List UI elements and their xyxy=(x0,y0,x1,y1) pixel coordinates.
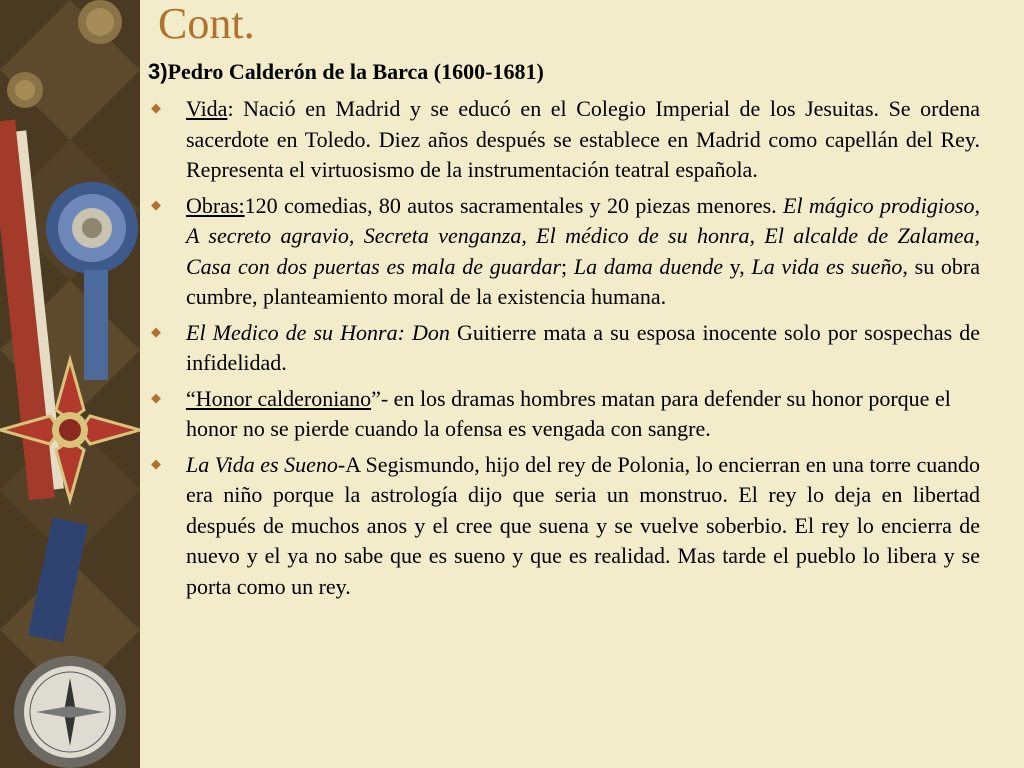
works-list: El mágico prodigioso, A secreto agravio, Secreta venganza, El médico de su honra, El alcalde de Zalamea, Casa con dos puertas es mala de guardar xyxy=(186,192,981,279)
bullet-text: -A Segismundo, hijo del rey de Polonia, lo encierran en una torre cuando era niño porque la astrología dijo que seria un monstruo. El rey lo deja en libertad después de muchos anos y el cree que suena y se vuelve soberbio. El rey lo encierra de nuevo y el ya no sabe que es sueno y que es realidad. Mas tarde el pueblo lo libera y se porta como un rey. xyxy=(186,451,980,599)
work-title: La dama duende xyxy=(573,253,723,279)
bullet-vida-sueno xyxy=(148,450,980,603)
medals-illustration xyxy=(0,0,140,768)
subtitle-number: 3) xyxy=(148,59,168,84)
separator: ; xyxy=(561,253,574,279)
work-title: El Medico de su Honra: Don xyxy=(186,319,450,345)
bullet-list xyxy=(148,94,980,607)
diamond-bullet-icon: ◆ xyxy=(151,390,161,406)
slide-title: Cont. xyxy=(158,0,255,48)
work-title: La vida es sueño xyxy=(751,253,903,279)
bullet-text-end: , su obra cumbre, planteamiento moral de la existencia humana. xyxy=(186,253,980,309)
bullet-label: “Honor calderoniano xyxy=(186,385,372,411)
separator: y, xyxy=(722,253,752,279)
bullet-label: Vida xyxy=(186,96,228,121)
bullet-text: : Nació en Madrid y se educó en el Colegio Imperial de los Jesuitas. Se ordena sacerdote en Toledo. Diez años después se establece en Madrid como capellán del Rey. Representa el virtuosismo de la instrumentación teatral española. xyxy=(186,96,980,182)
bullet-text: ”- en los dramas hombres matan para defender su honor porque el honor no se pierde cuando la ofensa es vengada con sangre. xyxy=(186,385,951,441)
bullet-label: Obras: xyxy=(186,192,245,218)
diamond-bullet-icon: ◆ xyxy=(151,197,161,213)
work-title: La Vida es Sueno xyxy=(186,451,338,477)
diamond-bullet-icon: ◆ xyxy=(151,456,161,472)
bullet-text: Guitierre mata a su esposa inocente solo por sospechas de infidelidad. xyxy=(186,319,980,375)
subtitle-text: Pedro Calderón de la Barca (1600-1681) xyxy=(167,59,544,84)
bullet-vida xyxy=(148,94,980,186)
bullet-honor xyxy=(148,384,956,445)
bullet-obras xyxy=(148,191,980,313)
diamond-bullet-icon: ◆ xyxy=(151,101,161,116)
bullet-text: 120 comedias, 80 autos sacramentales y 20 piezas menores. xyxy=(244,192,783,218)
bullet-medico xyxy=(148,318,980,379)
decorative-side-image xyxy=(0,0,140,768)
diamond-bullet-icon: ◆ xyxy=(151,324,161,340)
subtitle xyxy=(148,58,544,86)
